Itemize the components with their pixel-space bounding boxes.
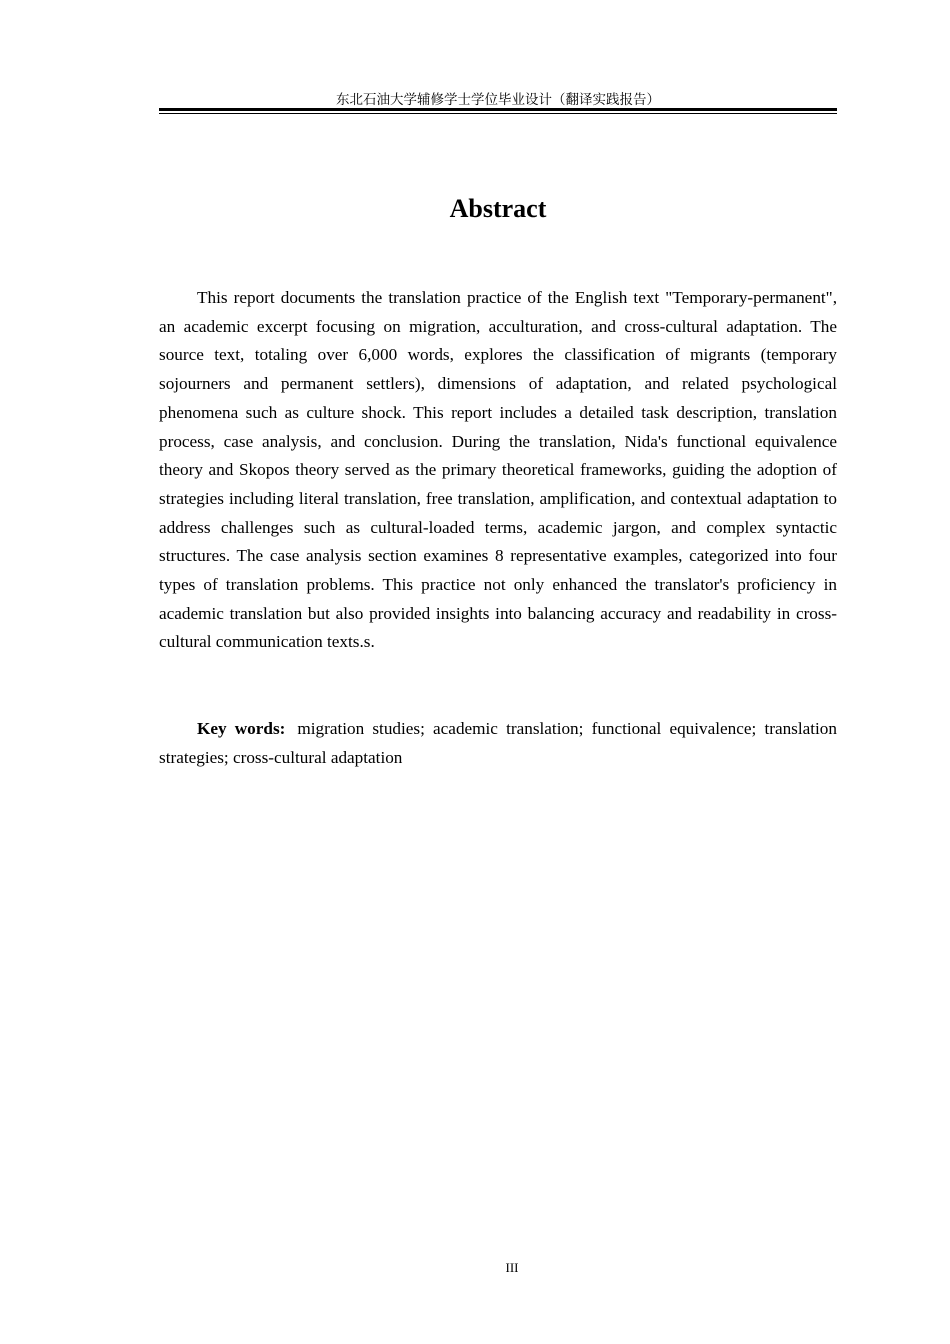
keywords-label: Key words: xyxy=(197,719,286,738)
keywords-list: migration studies; academic translation; functional equivalence; translation strategies; cross-cultural adaptation xyxy=(159,719,837,767)
page-number: III xyxy=(505,1260,519,1275)
abstract-paragraph: This report documents the translation practice of the English text "Temporary-permanent", an academic excerpt focusing on migration, acculturation, and cross-cultural adaptation. The source text, totaling over 6,000 words, explores the classification of migrants (temporary sojourners and permanent settlers), dimensions of adaptation, and related psychological phenomena such as culture shock. This report includes a detailed task description, translation process, case analysis, and conclusion. During the translation, Nida's functional equivalence theory and Skopos theory served as the primary theoretical frameworks, guiding the adoption of strategies including literal translation, free translation, amplification, and contextual adaptation to address challenges such as cultural-loaded terms, academic jargon, and complex syntactic structures. The case analysis section examines 8 representative examples, categorized into four types of translation problems. This practice not only enhanced the translator's proficiency in academic translation but also provided insights into balancing accuracy and readability in cross-cultural communication texts.s. xyxy=(159,288,837,652)
page-title: Abstract xyxy=(449,194,547,223)
header-rule-thin xyxy=(159,113,837,114)
header-rule-thick xyxy=(159,108,837,111)
keywords-paragraph xyxy=(159,715,837,772)
running-header: 东北石油大学辅修学士学位毕业设计（翻译实践报告） xyxy=(336,92,660,107)
